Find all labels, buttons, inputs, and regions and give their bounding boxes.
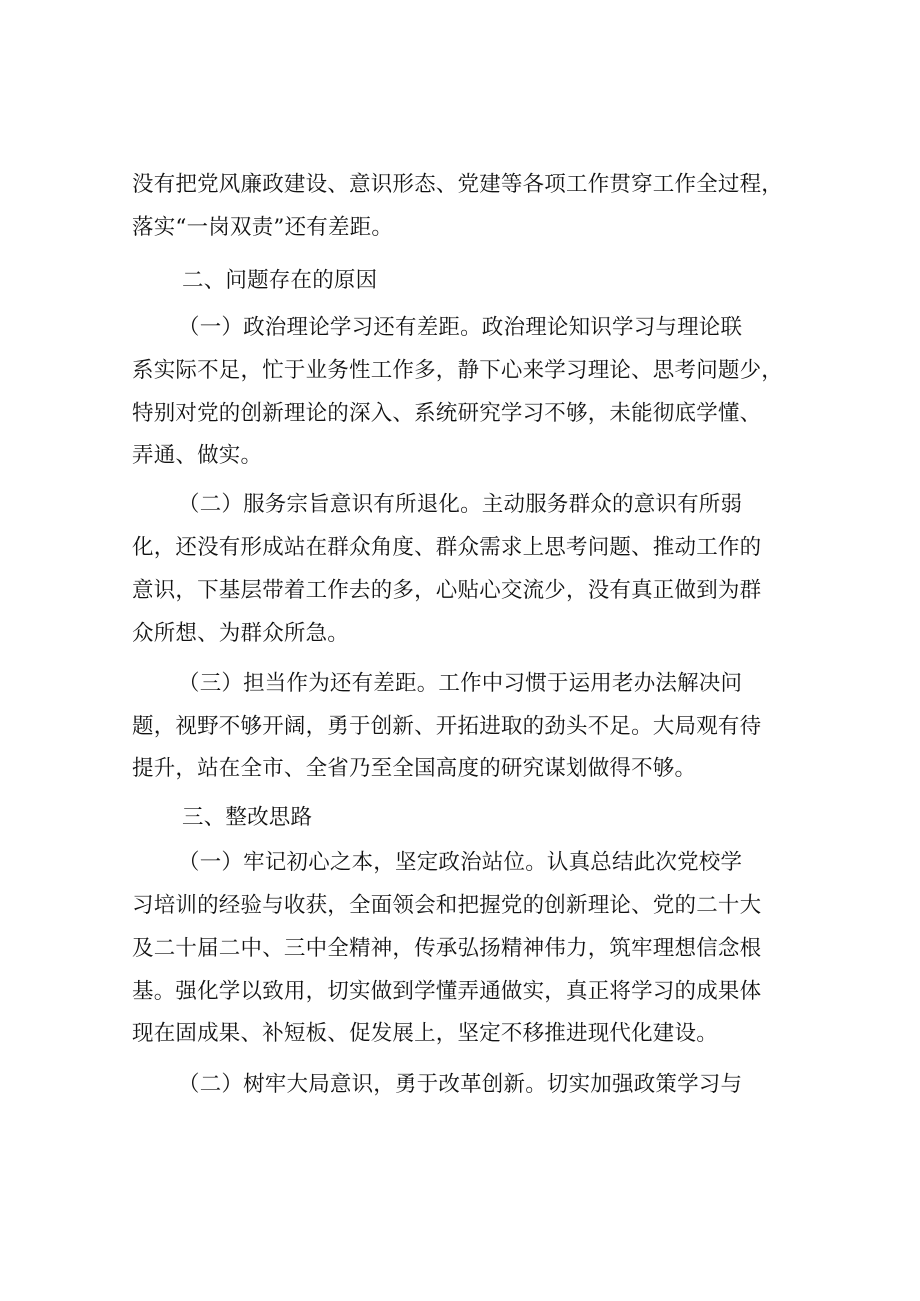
paragraph-line: 基。强化学以致用，切实做到学懂弄通做实，真正将学习的成果体 [132, 979, 762, 1004]
section-heading: 三、整改思路 [182, 805, 313, 830]
paragraph-line: 系实际不足，忙于业务性工作多，静下心来学习理论、思考问题少， [132, 358, 784, 383]
paragraph-line: （二）服务宗旨意识有所退化。主动服务群众的意识有所弱 [178, 492, 743, 517]
paragraph-line: 特别对党的创新理论的深入、系统研究学习不够，未能彻底学懂、 [132, 401, 762, 426]
section-heading: 二、问题存在的原因 [182, 268, 378, 293]
paragraph-line: 习培训的经验与收获，全面领会和把握党的创新理论、党的二十大 [132, 893, 762, 918]
paragraph-line: 意识，下基层带着工作去的多，心贴心交流少，没有真正做到为群 [132, 578, 762, 603]
paragraph-line: 题，视野不够开阔，勇于创新、开拓进取的劲头不足。大局观有待 [132, 714, 762, 739]
paragraph-line: （三）担当作为还有差距。工作中习惯于运用老办法解决问 [178, 671, 743, 696]
paragraph-line: （一）牢记初心之本，坚定政治站位。认真总结此次党校学 [178, 850, 743, 875]
paragraph-line: （二）树牢大局意识，勇于改革创新。切实加强政策学习与 [178, 1072, 743, 1097]
paragraph-line: （一）政治理论学习还有差距。政治理论知识学习与理论联 [178, 315, 743, 340]
paragraph-line: 没有把党风廉政建设、意识形态、党建等各项工作贯穿工作全过程， [132, 172, 784, 197]
paragraph-line: 及二十届二中、三中全精神，传承弘扬精神伟力，筑牢理想信念根 [132, 936, 762, 961]
paragraph-line: 提升，站在全市、全省乃至全国高度的研究谋划做得不够。 [132, 756, 697, 781]
paragraph-line: 现在固成果、补短板、促发展上，坚定不移推进现代化建设。 [132, 1021, 718, 1046]
paragraph-line: 众所想、为群众所急。 [132, 621, 350, 646]
paragraph-line: 化，还没有形成站在群众角度、群众需求上思考问题、推动工作的 [132, 535, 762, 560]
paragraph-line: 弄通、做实。 [132, 443, 263, 468]
paragraph-line: 落实“一岗双责”还有差距。 [132, 215, 394, 240]
